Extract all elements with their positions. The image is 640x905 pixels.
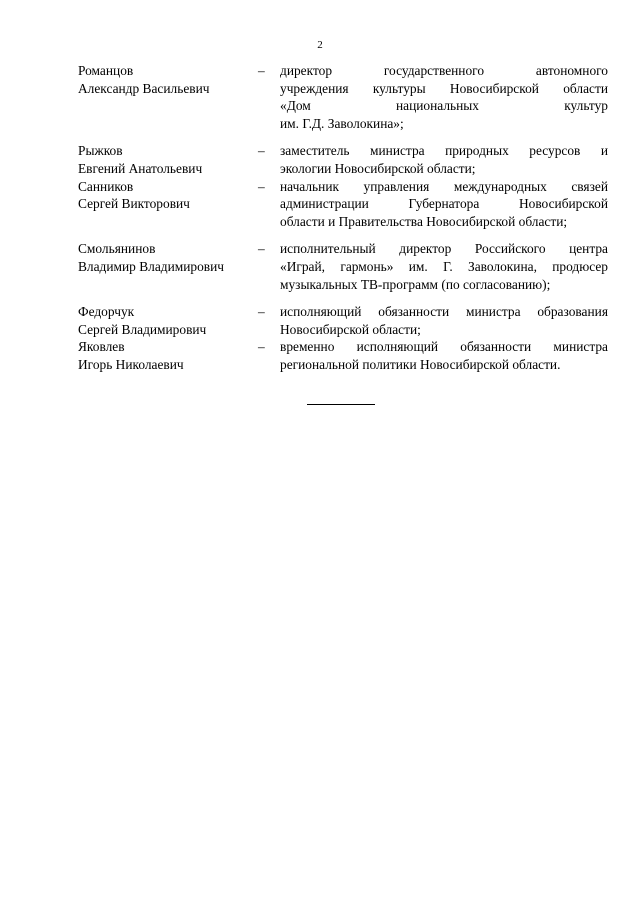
member-name [78,338,258,373]
role-line: администрации Губернатора Новосибирской [280,196,608,212]
role-line: учреждения культуры Новосибирской области [280,80,608,96]
member-surname: Романцов [78,63,134,78]
member-role [280,240,608,293]
dash-separator: – [258,178,265,194]
role-line: временно исполняющий обязанности министра [280,339,608,355]
role-line: директор государственного автономного [280,63,608,78]
member-role [280,178,608,231]
closing-separator-line [307,404,375,405]
role-line: области и Правительства Новосибирской области; [280,213,568,229]
member-surname: Рыжков [78,143,123,159]
dash-separator: – [258,143,265,159]
dash-separator: – [258,339,265,355]
member-given-names: Владимир Владимирович [78,258,225,274]
member-entry-smolyaninov [78,240,608,293]
role-line: экологии Новосибирской области; [280,160,476,176]
member-surname: Федорчук [78,304,135,320]
role-line: «Дом национальных культур [280,98,608,114]
member-surname: Санников [78,178,134,194]
role-line: «Играй, гармонь» им. Г. Заволокина, продюсер [280,258,608,274]
member-given-names: Александр Васильевич [78,80,210,96]
member-entry-yakovlev [78,338,608,373]
member-role [280,303,608,338]
member-role [280,338,608,373]
member-surname: Смольянинов [78,241,156,257]
role-line: начальник управления международных связей [280,178,608,194]
role-line: исполнительный директор Российского центра [280,241,608,257]
role-line: исполняющий обязанности министра образования [280,304,608,320]
member-given-names: Сергей Викторович [78,196,190,212]
member-given-names: Игорь Николаевич [78,356,184,372]
dash-separator: – [258,241,265,257]
member-entry-fedorchuk [78,303,608,338]
role-line: им. Г.Д. Заволокина»; [280,115,404,131]
role-line: заместитель министра природных ресурсов и [280,143,608,159]
member-surname: Яковлев [78,339,125,355]
member-entry-ryzhkov [78,142,608,177]
member-name [78,142,258,177]
role-line: музыкальных ТВ-программ (по согласованию); [280,276,551,292]
member-role [280,62,608,132]
member-entry-sannikov [78,178,608,231]
role-line: Новосибирской области; [280,321,421,337]
member-given-names: Сергей Владимирович [78,321,207,337]
member-name [78,240,258,275]
member-name [78,62,258,97]
role-line: региональной политики Новосибирской области. [280,356,561,372]
member-entry-romantsov [78,62,608,132]
member-given-names: Евгений Анатольевич [78,160,203,176]
dash-separator: – [258,304,265,320]
member-name [78,303,258,338]
dash-separator: – [258,63,265,78]
page-number: 2 [317,39,323,51]
member-name [78,178,258,213]
member-role [280,142,608,177]
member-list [78,62,608,374]
